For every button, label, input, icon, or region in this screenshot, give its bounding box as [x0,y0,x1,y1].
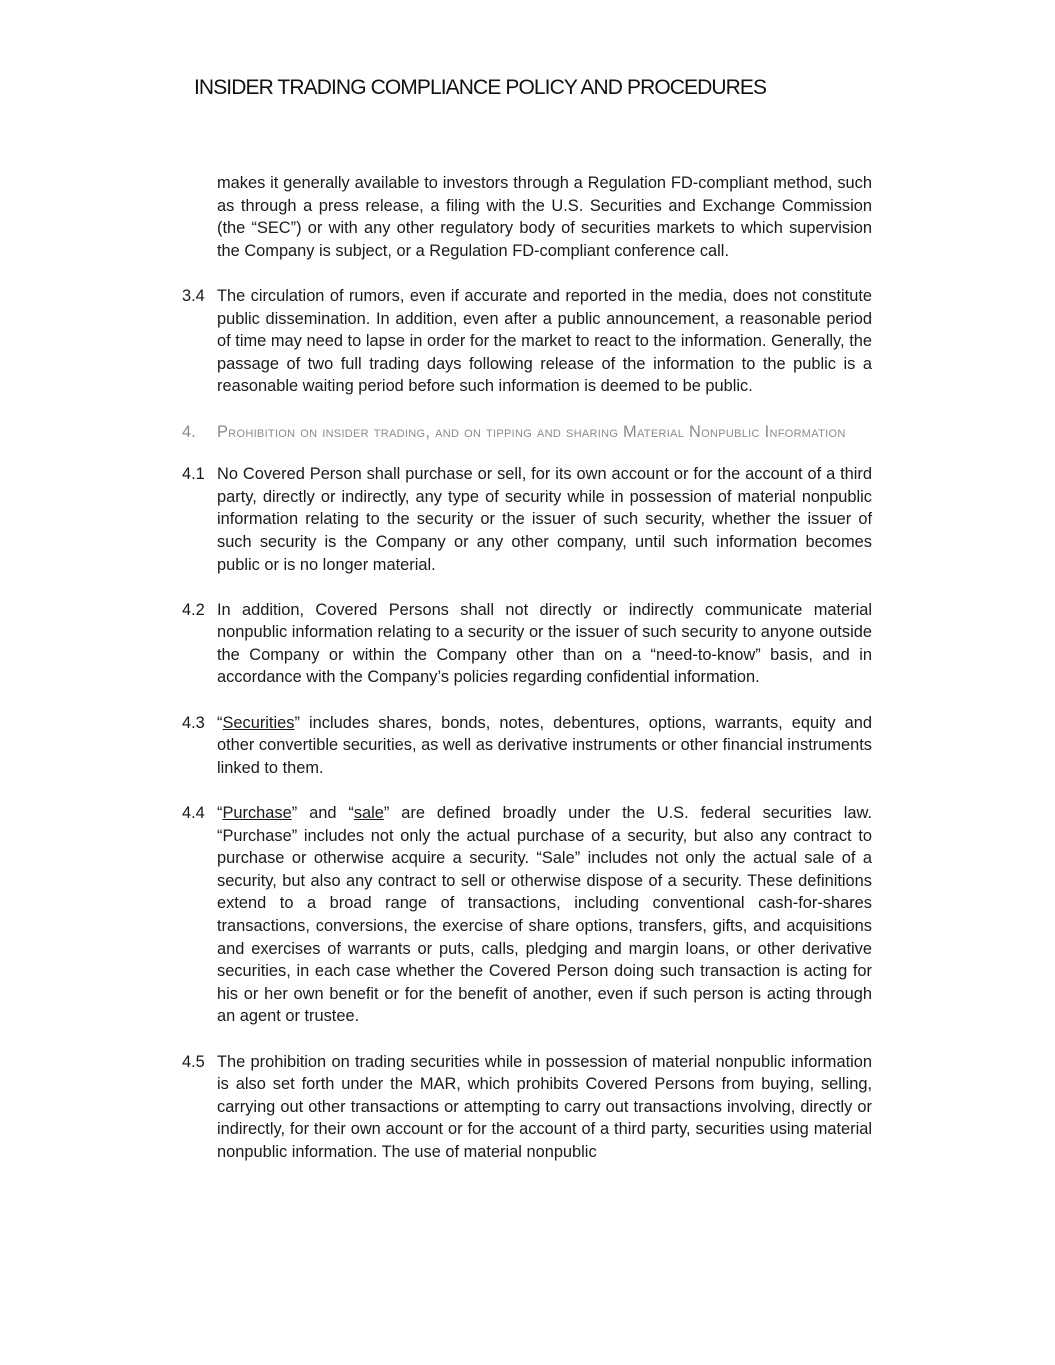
defined-term-sale: sale [353,804,384,823]
section-number: 4.2 [182,600,205,619]
section-4-3 [182,712,872,780]
section-number: 4.1 [182,465,205,484]
section-text: The prohibition on trading securities while in possession of material nonpublic information is also set forth under the MAR, which prohibits Covered Persons from buying, selling, carrying out other transactions or attempting to carry out transactions involving, directly or indirectly, for their own account or for the account of a third party, securities using material nonpublic information. The use of material nonpublic [217,1052,872,1161]
section-text: In addition, Covered Persons shall not directly or indirectly communicate material nonpublic information relating to a security or the issuer of such security to anyone outside the Company or within the Company other than on a “need-to-know” basis, and in accordance with the Company’s policies regarding confidential information. [217,600,872,687]
defined-term-purchase: Purchase [222,804,292,823]
section-text [217,712,872,780]
section-number: 4.4 [182,804,205,823]
definition-text: ” are defined broadly under the U.S. federal securities law. “Purchase” includes not only the actual purchase of a security, but also any contract to purchase or otherwise acquire a security. “Sale” includes not only the actual sale of a security, but also any contract to sell or otherwise dispose of a security. These definitions extend to a broad range of transactions, including conventional cash-for-shares transactions, conversions, the exercise of share options, transfers, gifts, and acquisitions and exercises of warrants or puts, calls, pledging and margin loans, or other derivative securities, in each case whether the Covered Person doing such transaction is acting for his or her own benefit or for the benefit of another, even if such person is acting through an agent or trustee. [217,804,873,1026]
heading-number: 4. [182,422,196,441]
open-quote: “ [217,713,223,732]
section-4-heading [182,421,872,444]
defined-term-securities: Securities [222,713,295,732]
heading-text: Prohibition on insider trading, and on tipping and sharing Material Nonpublic Information [217,422,846,441]
section-4-5 [182,1051,872,1164]
section-4-4 [182,802,872,1028]
section-text: The circulation of rumors, even if accurate and reported in the media, does not constitute public dissemination. In addition, even after a public announcement, a reasonable period of time may need to lapse in order for the market to react to the information. Generally, the passage of two full trading days following release of the information to the public is a reasonable waiting period before such information is deemed to be public. [217,286,872,396]
section-text [217,802,872,1028]
section-text: No Covered Person shall purchase or sell, for its own account or for the account of a third party, directly or indirectly, any type of security while in possession of material nonpublic information relating to the security or the issuer of such security, whether the issuer of such security is the Company or any other company, until such information becomes public or is no longer material. [217,465,872,574]
connector-text: ” and “ [291,804,354,823]
page-header: INSIDER TRADING COMPLIANCE POLICY AND PROCEDURES [194,76,767,99]
open-quote: “ [217,804,223,823]
section-number: 4.5 [182,1052,205,1071]
section-4-1 [182,463,872,576]
continued-paragraph: makes it generally available to investors through a Regulation FD-compliant method, such as through a press release, a filing with the U.S. Securities and Exchange Commission (the “SEC”) or with any other regulatory body of securities markets to which supervision the Company is subject, or a Regulation FD-compliant conference call. [217,174,872,260]
document-body [182,172,872,1186]
section-4-2 [182,599,872,689]
section-3-4 [182,285,872,398]
definition-text: ” includes shares, bonds, notes, debentures, options, warrants, equity and other convertible securities, as well as derivative instruments or other financial instruments linked to them. [217,713,873,777]
section-number: 3.4 [182,286,205,305]
section-number: 4.3 [182,713,205,732]
